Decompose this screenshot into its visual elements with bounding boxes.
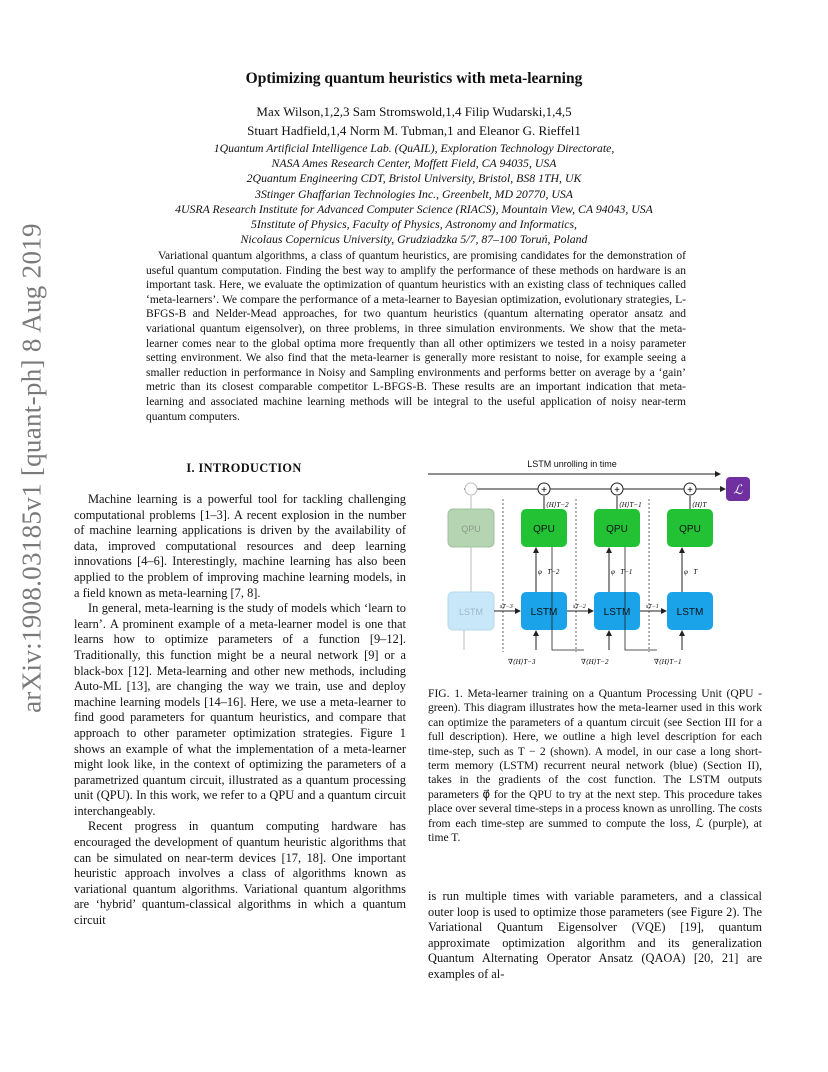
authors-line-2: Stuart Hadfield,1,4 Norm M. Tubman,1 and Eleanor G. Rieffel1 [247, 123, 581, 138]
affiliation-line: 3Stinger Ghaffarian Technologies Inc., Greenbelt, MD 20770, USA [255, 186, 573, 201]
paper-title: Optimizing quantum heuristics with meta-learning [245, 70, 583, 87]
param-label: φ⃗T−1 [611, 568, 633, 576]
figure-1-diagram [424, 454, 764, 676]
qpu-label-faded: QPU [461, 524, 481, 534]
arxiv-side-stamp [12, 223, 52, 713]
affiliation-line: 5Institute of Physics, Faculty of Physics, Astronomy and Informatics, [250, 217, 577, 232]
affiliation-line: 2Quantum Engineering CDT, Bristol University, Bristol, BS8 1TH, UK [246, 171, 582, 186]
state-label: sT−2 [573, 604, 586, 610]
paragraph: Recent progress in quantum computing hardware has encouraged the development of quantum heuristic algorithms that can be simulated on near-term devices [17, 18]. One important heuristic approach involves a class of algorithms known as variational quantum algorithms. Variational quantum algorithms are ‘hybrid’ quantum-classical algorithms in which a quantum circuit [74, 819, 406, 928]
qpu-label: QPU [679, 524, 701, 535]
lstm-label: LSTM [530, 607, 558, 618]
authors-line-1: Max Wilson,1,2,3 Sam Stromswold,1,4 Filip Wudarski,1,4,5 [256, 104, 572, 119]
plus-symbol: + [614, 485, 620, 496]
param-label: φ⃗T [684, 568, 698, 576]
gradient-label: ∇⟨H⟩T−3 [508, 658, 536, 666]
affiliation-line: Nicolaus Copernicus University, Grudziadzka 5/7, 87–100 Toruń, Poland [240, 232, 588, 247]
figure-1-caption: FIG. 1. Meta-learner training on a Quantum Processing Unit (QPU - green). This diagram illustrates how the meta-learner used in this work can optimize the parameters of a quantum circuit (see Section III for a full description). Here, we outline a high level description for each time-step, such as T − 2 (shown). A model, in our case a long short-term memory (LSTM) recurrent neural network (blue) (Section II), takes in the gradients of the cost function. The LSTM outputs parameters φ⃗ for the QPU to try at the next step. This procedure takes place over several time-steps in a process known as unrolling. The costs from each time-step are summed to compute the loss, ℒ (purple), at time T. [428, 687, 762, 845]
plus-symbol: + [541, 485, 547, 496]
author-list [0, 102, 828, 140]
abstract: Variational quantum algorithms, a class of quantum heuristics, are promising candidates for the demonstration of useful quantum computation. Finding the best way to amplify the performance of these methods on hardware is an important task. Here, we evaluate the optimization of quantum heuristics with an existing class of techniques called ‘meta-learners’. We compare the performance of a meta-learner to Bayesian optimization, evolutionary strategies, L-BFGS-B and Nelder-Mead approaches, for two quantum heuristics (quantum alternating operator ansatz and variational quantum eigensolver), on three problems, in three simulation environments. We show that the meta-learner comes near to the global optima more frequently than all other optimizers we tested in a noisy parameter setting environment. We also find that the meta-learner is generally more resistant to noise, for example seeing a smaller reduction in performance in Noisy and Sampling environments and performs better on average by a ‘gain’ metric than its closest comparable competitor L-BFGS-B. These results are an important indication that meta-learning and associated machine learning methods will be integral to the useful application of noisy near-term quantum computers. [146, 250, 686, 423]
param-label: φ⃗T−2 [538, 568, 560, 576]
state-label: sT−3 [500, 604, 513, 610]
paragraph: In general, meta-learning is the study of models which ‘learn to learn’. A prominent example of a meta-learner model is one that learns how to optimize parameters of a function [9–12]. Traditionally, this function might be a neural network [9] or a black-box [12]. Meta-learning and other new methods, including Auto-ML [13], are changing the way we train, use and deploy machine learning models [14–16]. Here, we use a meta-learner to find good parameters for quantum heuristics, and compare that approach to other parameter optimization strategies. Figure 1 shows an example of what the implementation of a meta-learner might look like, in the context of optimizing the parameters of a parametrized quantum circuit, illustrated as a quantum processing unit (QPU). In this work, we refer to a QPU and a quantum circuit interchangeably. [74, 601, 406, 818]
lstm-label: LSTM [603, 607, 631, 618]
affiliation-line: 4USRA Research Institute for Advanced Computer Science (RIACS), Mountain View, CA 94043, USA [175, 201, 653, 216]
unroll-label: LSTM unrolling in time [527, 459, 617, 469]
affiliation-line: NASA Ames Research Center, Moffett Field, CA 94035, USA [271, 156, 557, 171]
left-column [74, 492, 406, 929]
lstm-label-faded: LSTM [458, 607, 484, 617]
lstm-label: LSTM [676, 607, 704, 618]
section-heading: I. INTRODUCTION [186, 461, 302, 475]
faded-sum-node [465, 483, 477, 495]
paragraph: is run multiple times with variable parameters, and a classical outer loop is used to optimize those parameters (see Figure 2). The Variational Quantum Eigensolver (VQE) [19], quantum approximate optimization algorithm and its generalization Quantum Alternating Operator Ansatz (QAOA) [20, 21] are examples of al- [428, 889, 762, 981]
gradient-label: ∇⟨H⟩T−1 [654, 658, 682, 666]
arxiv-identifier: arXiv:1908.03185v1 [quant-ph] 8 Aug 2019 [16, 223, 47, 713]
gradient-label: ∇⟨H⟩T−2 [581, 658, 609, 666]
affiliations [0, 141, 828, 247]
energy-label: ⟨H⟩T−2 [546, 501, 569, 509]
affiliation-line: 1Quantum Artificial Intelligence Lab. (QuAIL), Exploration Technology Directorate, [213, 141, 615, 155]
energy-label: ⟨H⟩T [692, 501, 707, 509]
right-column [428, 889, 762, 983]
state-label: sT−1 [646, 604, 659, 610]
qpu-label: QPU [606, 524, 628, 535]
plus-symbol: + [687, 485, 693, 496]
paragraph: Machine learning is a powerful tool for tackling challenging computational problems [1–3]. A recent explosion in the number of machine learning applications is driven by the availability of data, improved computational resources and deep learning innovations [4–6]. Interestingly, machine learning has also been applied to the problem of improving machine learning models, in a field known as meta-learning [7, 8]. [74, 492, 406, 600]
loss-symbol: ℒ [733, 482, 743, 497]
qpu-label: QPU [533, 524, 555, 535]
timestep-group [494, 483, 569, 666]
energy-label: ⟨H⟩T−1 [619, 501, 642, 509]
